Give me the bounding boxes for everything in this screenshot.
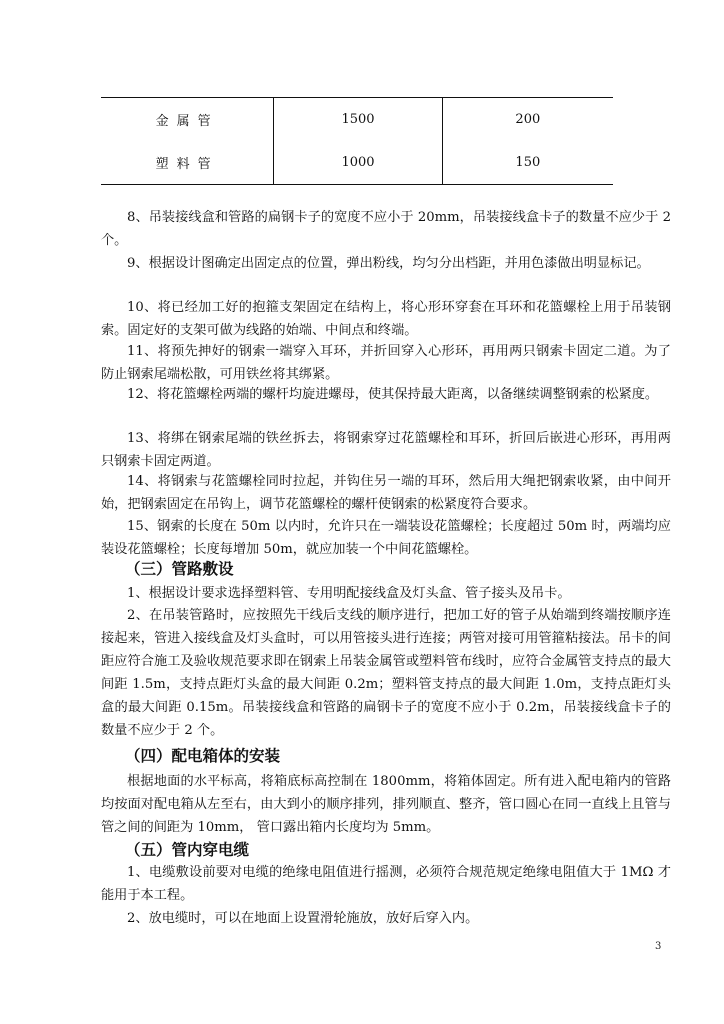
section-5-paragraph-2: 2、放电缆时，可以在地面上设置滑轮施放，放好后穿入内。 <box>127 911 479 926</box>
paragraph-item-8: 8、吊装接线盒和管路的扁钢卡子的宽度不应小于 20mm，吊装接线盒卡子的数量不应少于 2 个。 <box>101 210 671 248</box>
paragraph-item-12: 12、将花篮螺栓两端的螺杆均旋进螺母，使其保持最大距离，以备继续调整钢索的松紧度。 <box>127 387 659 402</box>
table-cell-pipe-type: 金属管 <box>101 98 274 142</box>
page-number: 3 <box>655 941 662 952</box>
paragraph-item-11: 11、将预先抻好的钢索一端穿入耳环，并折回穿入心形环，再用两只钢索卡固定二道。为了防止钢索尾端松散，可用铁丝将其绑紧。 <box>101 344 671 382</box>
paragraph-item-13: 13、将绑在钢索尾端的铁丝拆去，将钢索穿过花篮螺栓和耳环，折回后嵌进心形环，再用两只钢索卡固定两道。 <box>101 431 671 469</box>
section-heading-cable-threading: （五）管内穿电缆 <box>125 841 250 859</box>
section-4-paragraph-1: 根据地面的水平标高，将箱底标高控制在 1800mm，将箱体固定。所有进入配电箱内的管路均按面对配电箱从左至右，由大到小的顺序排列，排列顺直、整齐，管口圆心在同一直线上且管与管之间的间距为 10mm， 管口露出箱内长度均为 5mm。 <box>101 774 671 835</box>
table-cell-value: 1500 <box>274 98 442 142</box>
pipe-spec-table <box>101 97 613 185</box>
section-heading-distribution-box: （四）配电箱体的安装 <box>125 747 281 765</box>
paragraph-item-9: 9、根据设计图确定出固定点的位置，弹出粉线，均匀分出档距，并用色漆做出明显标记。 <box>127 256 650 271</box>
table-row <box>101 141 613 185</box>
table-cell-value: 150 <box>442 141 613 185</box>
table-cell-value: 1000 <box>274 141 442 185</box>
paragraph-item-14: 14、将钢索与花篮螺栓同时拉起，并钩住另一端的耳环，然后用大绳把钢索收紧，由中间开始，把钢索固定在吊钩上，调节花篮螺栓的螺杆使钢索的松紧度符合要求。 <box>101 474 671 512</box>
section-heading-pipe-laying: （三）管路敷设 <box>125 560 234 578</box>
paragraph-item-10: 10、将已经加工好的抱箍支架固定在结构上，将心形环穿套在耳环和花篮螺栓上用于吊装钢索。固定好的支架可做为线路的始端、中间点和终端。 <box>101 300 671 338</box>
table-cell-value: 200 <box>442 98 613 142</box>
table-cell-pipe-type: 塑料管 <box>101 141 274 185</box>
table-row <box>101 98 613 142</box>
paragraph-item-15: 15、钢索的长度在 50m 以内时，允许只在一端装设花篮螺栓；长度超过 50m 时，两端均应装设花篮螺栓；长度每增加 50m，就应加装一个中间花篮螺栓。 <box>101 519 671 557</box>
section-3-paragraph-1: 1、根据设计要求选择塑料管、专用明配接线盒及灯头盒、管子接头及吊卡。 <box>127 586 571 601</box>
section-5-paragraph-1: 1、电缆敷设前要对电缆的绝缘电阻值进行摇测，必须符合规范规定绝缘电阻值大于 1MΩ 才能用于本工程。 <box>101 865 671 903</box>
section-3-paragraph-2: 2、在吊装管路时，应按照先干线后支线的顺序进行，把加工好的管子从始端到终端按顺序连接起来，管进入接线盒及灯头盒时，可以用管接头进行连接；两管对接可用管箍粘接法。吊卡的间距应符合施工及验收规范要求即在钢索上吊装金属管或塑料管布线时，应符合金属管支持点的最大间距 1.5m，支持点距灯头盒的最大间距 0.2m；塑料管支持点的最大间距 1.0m，支持点距灯头盒的最大间距 0.15m。吊装接线盒和管路的扁钢卡子的宽度不应小于 0.2m，吊装接线盒卡子的数量不应少于 2 个。 <box>101 608 671 738</box>
